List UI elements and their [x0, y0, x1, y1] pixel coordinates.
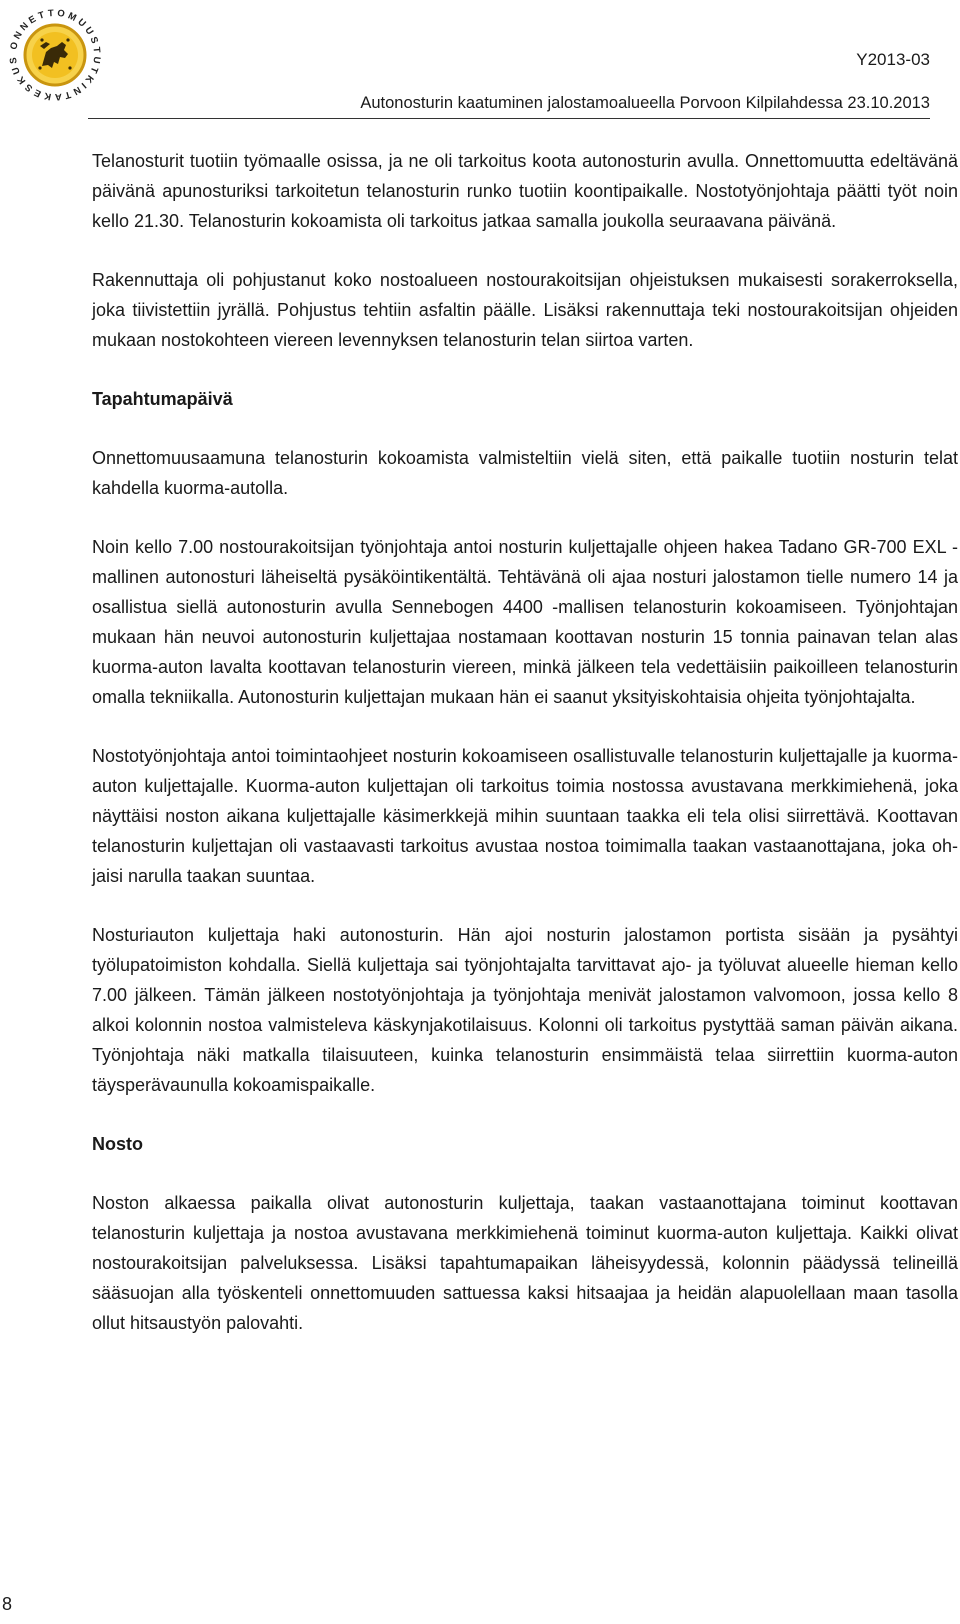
report-code: Y2013-03: [856, 50, 930, 69]
section-heading: Tapahtumapäivä: [92, 389, 233, 409]
paragraph: Nosturiauton kuljettaja haki autonosturin. Hän ajoi nosturin jalostamon portista sisään ja pysähtyi työlupatoimiston kohdalla. Siellä kuljettaja sai työnjohtajalta tarvittavat ajo- ja työluvat alueelle hieman kello 7.00 jälkeen. Tämän jälkeen nostotyönjohtaja ja työnjohtaja menivät jalostamon valvomoon, jossa kello 8 alkoi kolonnin nostoa valmisteleva käskynjakotilaisuus. Kolonni oli tarkoitus pystyttää saman päivän aikana. Työnjohtaja näki matkalla tilaisuuteen, kuinka telanosturin ensimmäistä telaa siirrettiin kuorma-auton täysperävaunulla kokoamispaikalle.: [92, 925, 958, 1095]
paragraph: Noston alkaessa paikalla olivat autonosturin kuljettaja, taakan vastaanottajana toiminut koottavan telanosturin kuljettaja ja nostoa avustavana merkkimiehenä toiminut kuorma-auton kuljettaja. Kaikki olivat nostourakoitsijan palveluksessa. Lisäksi tapahtumapaikan läheisyydessä, kolonnin päädyssä telineillä sääsuojan alla työskenteli onnettomuuden sattuessa kaksi hitsaajaa ja heidän alapuolellaan maan tasolla ollut hitsaustyön palovahti.: [92, 1193, 958, 1333]
paragraph: Onnettomuusaamuna telanosturin kokoamista valmisteltiin vielä siten, että paikalle tuotiin nosturin telat kahdella kuorma-autolla.: [92, 448, 958, 498]
report-title: Autonosturin kaatuminen jalostamoalueella Porvoon Kilpilahdessa 23.10.2013: [360, 94, 930, 112]
page-number: 8: [2, 1594, 13, 1614]
paragraph: Nostotyönjohtaja antoi toimintaohjeet nosturin kokoamiseen osallistuvalle telanosturin kuljettajalle ja kuorma-auton kuljettajalle. Kuorma-auton kuljettajan oli tarkoitus toimia nostossa avustavana merkkimiehenä, joka näyttäisi noston aikana kuljettajalle käsimerkkejä mihin suuntaan taakka eli tela olisi siirrettävä. Koottavan telanosturin kuljettajan oli vastaavasti tarkoitus avustaa nostoa toimimalla taakan vastaanottajana, joka ohjaisi narulla taakan suuntaa.: [92, 746, 958, 886]
agency-logo: [2, 2, 108, 108]
lion-emblem-icon: [2, 2, 108, 108]
document-body: [92, 146, 958, 1367]
paragraph: Rakennuttaja oli pohjustanut koko nostoalueen nostourakoitsijan ohjeistuksen mukaisesti sorakerroksella, joka tiivistettiin jyrällä. Pohjustus tehtiin asfaltin päälle. Lisäksi rakennuttaja teki nostourakoitsijan ohjeiden mukaan nostokohteen viereen levennyksen telanosturin telan siirtoa varten.: [92, 270, 958, 350]
logo-ring-text: ONNETTOMUUSTUTKINTAKESKUS: [7, 7, 103, 103]
paragraph: Telanosturit tuotiin työmaalle osissa, ja ne oli tarkoitus koota autonosturin avulla. Onnettomuutta edeltävänä päivänä apunosturiksi tarkoitetun telanosturin runko tuotiin koontipaikalle. Nostotyönjohtaja päätti työt noin kello 21.30. Telanosturin kokoamista oli tarkoitus jatkaa samalla joukolla seuraavana päivänä.: [92, 151, 958, 231]
header-divider: [88, 118, 930, 119]
paragraph: Noin kello 7.00 nostourakoitsijan työnjohtaja antoi nosturin kuljettajalle ohjeen hakea Tadano GR-700 EXL -mallinen autonosturi läheiseltä pysäköintikentältä. Tehtävänä oli ajaa nosturi jalostamon tielle numero 14 ja osallistua siellä autonosturin avulla Sennebogen 4400 -mallisen telanosturin kokoamiseen. Työnjohtajan mukaan hän neuvoi autonosturin kuljettajaa nostamaan koottavan nosturin 15 tonnia painavan telan alas kuorma-auton lavalta koottavan telanosturin viereen, minkä jälkeen tela vedettäisiin paikoilleen telanosturin omalla tekniikalla. Autonosturin kuljettajan mukaan hän ei saanut yksityiskohtaisia ohjeita työnjohtajalta.: [92, 537, 958, 707]
section-heading: Nosto: [92, 1134, 143, 1154]
